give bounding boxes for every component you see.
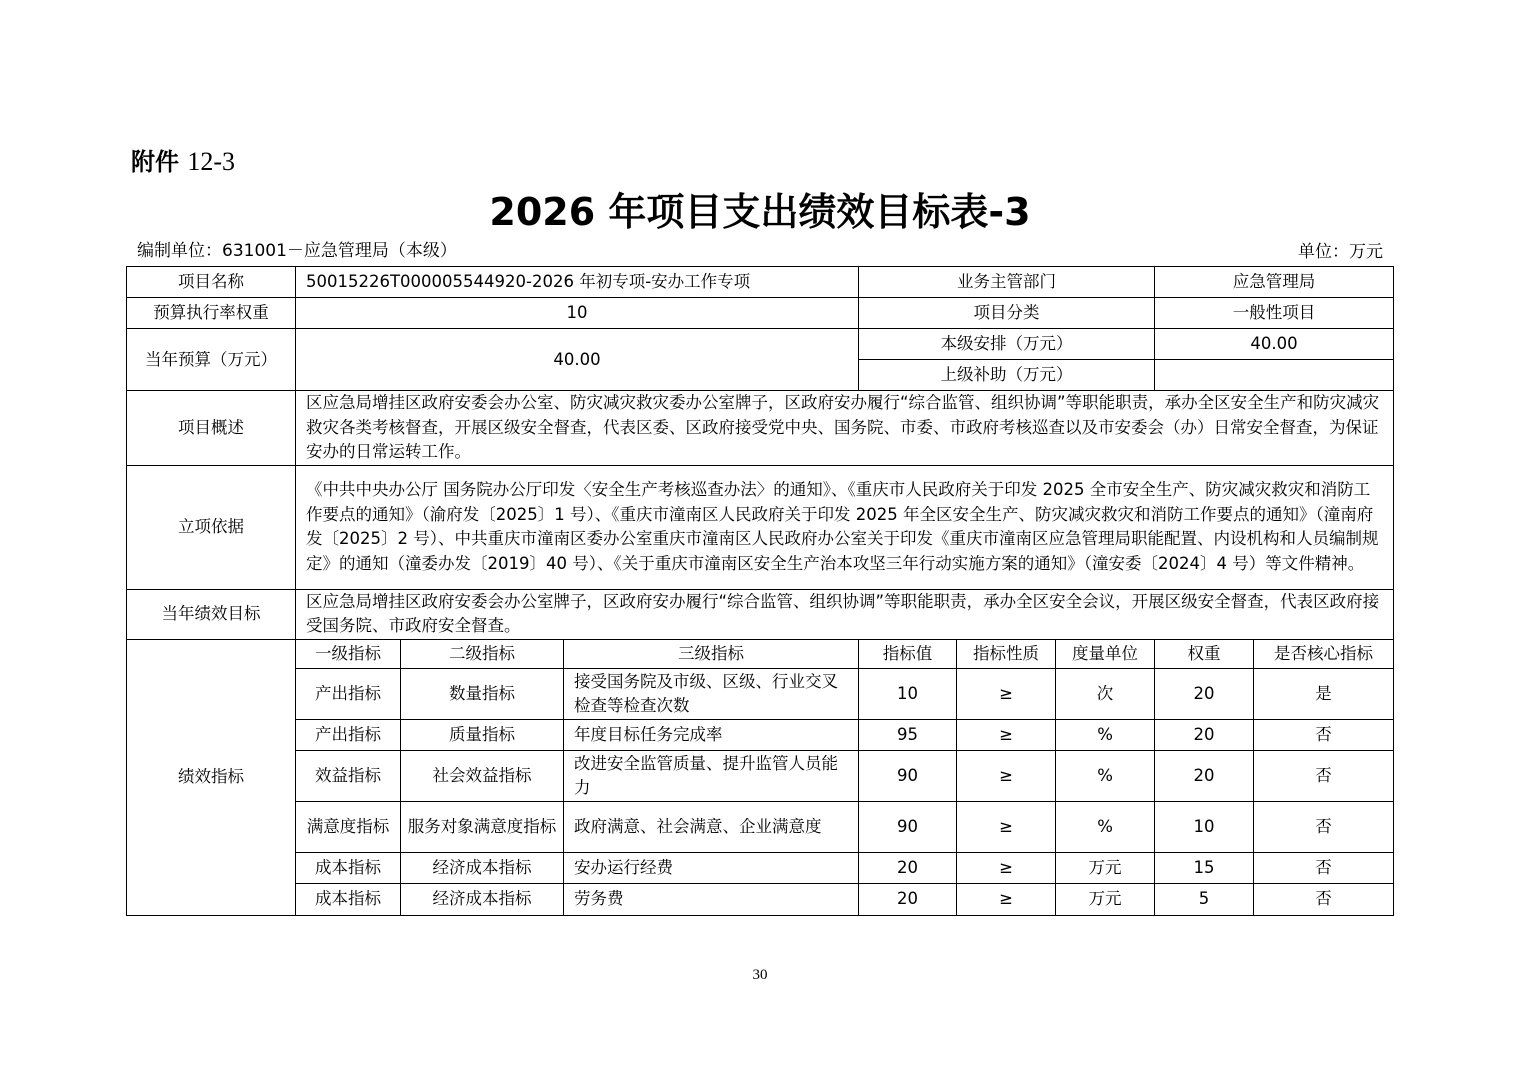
project-name-value: 50015226T000005544920-2026 年初专项-安办工作专项	[296, 267, 859, 298]
category-value: 一般性项目	[1155, 298, 1394, 329]
indicator-nature: ≥	[957, 719, 1056, 750]
project-name-label: 项目名称	[127, 267, 296, 298]
basis-label: 立项依据	[127, 465, 296, 589]
header-nature: 指标性质	[957, 639, 1056, 668]
indicator-l3: 接受国务院及市级、区级、行业交叉检查等检查次数	[564, 668, 859, 719]
indicator-core: 否	[1254, 883, 1394, 915]
weight-row	[127, 298, 1394, 329]
indicator-l3: 安办运行经费	[564, 852, 859, 883]
upper-subsidy-value	[1155, 360, 1394, 391]
table-row	[127, 852, 1394, 883]
header-value: 指标值	[859, 639, 957, 668]
indicator-l2: 服务对象满意度指标	[401, 801, 564, 852]
indicator-core: 是	[1254, 668, 1394, 719]
dept-label: 业务主管部门	[859, 267, 1155, 298]
indicator-l1: 产出指标	[296, 719, 401, 750]
perf-indicator-label: 绩效指标	[127, 639, 296, 915]
currency-unit: 单位：万元	[1298, 242, 1383, 262]
table-row	[127, 801, 1394, 852]
basis-text: 《中共中央办公厅 国务院办公厅印发〈安全生产考核巡查办法〉的通知》、《重庆市人民政府关于印发 2025 全市安全生产、防灾减灾救灾和消防工作要点的通知》（渝府发〔2025〕1 号）、《重庆市潼南区人民政府关于印发 2025 年全区安全生产、防灾减灾救灾和消防工作要点的通知》（潼南府发〔2025〕2 号）、中共重庆市潼南区委办公室重庆市潼南区人民政府办公室关于印发《重庆市潼南区应急管理局职能配置、内设机构和人员编制规定》的通知（潼委办发〔2019〕40 号）、《关于重庆市潼南区安全生产治本攻坚三年行动实施方案的通知》（潼安委〔2024〕4 号）等文件精神。	[296, 465, 1394, 589]
local-budget-label: 本级安排（万元）	[859, 329, 1155, 360]
indicator-core: 否	[1254, 750, 1394, 801]
indicator-weight: 5	[1155, 883, 1254, 915]
indicator-l2: 经济成本指标	[401, 883, 564, 915]
indicator-unit: 万元	[1056, 883, 1155, 915]
indicator-weight: 20	[1155, 719, 1254, 750]
upper-subsidy-label: 上级补助（万元）	[859, 360, 1155, 391]
indicator-core: 否	[1254, 719, 1394, 750]
compiling-unit: 编制单位：631001－应急管理局（本级）	[137, 241, 457, 261]
attachment-label	[131, 147, 235, 177]
overview-text: 区应急局增挂区政府安委会办公室、防灾减灾救灾委办公室牌子，区政府安办履行“综合监管、组织协调”等职能职责，承办全区安全生产和防灾减灾救灾各类考核督查，开展区级安全督查，代表区委、区政府接受党中央、国务院、市委、市政府考核巡查以及市安委会（办）日常安全督查，为保证安办的日常运转工作。	[296, 391, 1394, 466]
overview-row	[127, 391, 1394, 466]
budget-row	[127, 329, 1394, 360]
indicator-value: 20	[859, 883, 957, 915]
performance-target-table	[126, 266, 1394, 916]
category-label: 项目分类	[859, 298, 1155, 329]
indicator-l2: 质量指标	[401, 719, 564, 750]
table-row	[127, 883, 1394, 915]
indicator-nature: ≥	[957, 750, 1056, 801]
indicator-l3: 年度目标任务完成率	[564, 719, 859, 750]
table-row	[127, 750, 1394, 801]
indicator-unit: 万元	[1056, 852, 1155, 883]
indicator-weight: 20	[1155, 750, 1254, 801]
basis-row	[127, 465, 1394, 589]
indicator-l3: 改进安全监管质量、提升监管人员能力	[564, 750, 859, 801]
indicator-value: 20	[859, 852, 957, 883]
project-name-row	[127, 267, 1394, 298]
indicator-weight: 15	[1155, 852, 1254, 883]
header-weight: 权重	[1155, 639, 1254, 668]
header-unit: 度量单位	[1056, 639, 1155, 668]
header-l3: 三级指标	[564, 639, 859, 668]
indicator-l1: 满意度指标	[296, 801, 401, 852]
local-budget-value: 40.00	[1155, 329, 1394, 360]
indicator-l1: 成本指标	[296, 852, 401, 883]
page-number: 30	[752, 967, 768, 983]
indicator-core: 否	[1254, 852, 1394, 883]
indicator-core: 否	[1254, 801, 1394, 852]
indicator-unit: %	[1056, 801, 1155, 852]
indicator-l2: 社会效益指标	[401, 750, 564, 801]
indicator-l3: 劳务费	[564, 883, 859, 915]
dept-value: 应急管理局	[1155, 267, 1394, 298]
table-row	[127, 668, 1394, 719]
page-title: 2026 年项目支出绩效目标表-3	[489, 190, 1031, 234]
indicator-value: 90	[859, 801, 957, 852]
indicator-nature: ≥	[957, 668, 1056, 719]
header-core: 是否核心指标	[1254, 639, 1394, 668]
indicator-l3: 政府满意、社会满意、企业满意度	[564, 801, 859, 852]
header-l2: 二级指标	[401, 639, 564, 668]
indicator-l1: 产出指标	[296, 668, 401, 719]
indicator-l1: 成本指标	[296, 883, 401, 915]
indicator-header-row	[127, 639, 1394, 668]
indicator-unit: 次	[1056, 668, 1155, 719]
budget-label: 当年预算（万元）	[127, 329, 296, 391]
table-row	[127, 719, 1394, 750]
attachment-label-text: 附件	[131, 148, 179, 176]
budget-value: 40.00	[296, 329, 859, 391]
overview-label: 项目概述	[127, 391, 296, 466]
indicator-l2: 数量指标	[401, 668, 564, 719]
header-l1: 一级指标	[296, 639, 401, 668]
indicator-value: 90	[859, 750, 957, 801]
indicator-value: 10	[859, 668, 957, 719]
indicator-l2: 经济成本指标	[401, 852, 564, 883]
indicator-unit: %	[1056, 750, 1155, 801]
indicator-weight: 20	[1155, 668, 1254, 719]
indicator-nature: ≥	[957, 801, 1056, 852]
indicator-unit: %	[1056, 719, 1155, 750]
weight-value: 10	[296, 298, 859, 329]
indicator-value: 95	[859, 719, 957, 750]
indicator-nature: ≥	[957, 852, 1056, 883]
goal-label: 当年绩效目标	[127, 589, 296, 639]
weight-label: 预算执行率权重	[127, 298, 296, 329]
indicator-nature: ≥	[957, 883, 1056, 915]
attachment-number: 12-3	[187, 147, 236, 176]
indicator-l1: 效益指标	[296, 750, 401, 801]
goal-text: 区应急局增挂区政府安委会办公室牌子，区政府安办履行“综合监管、组织协调”等职能职责，承办全区安全会议，开展区级安全督查，代表区政府接受国务院、市政府安全督查。	[296, 589, 1394, 639]
indicator-weight: 10	[1155, 801, 1254, 852]
goal-row	[127, 589, 1394, 639]
